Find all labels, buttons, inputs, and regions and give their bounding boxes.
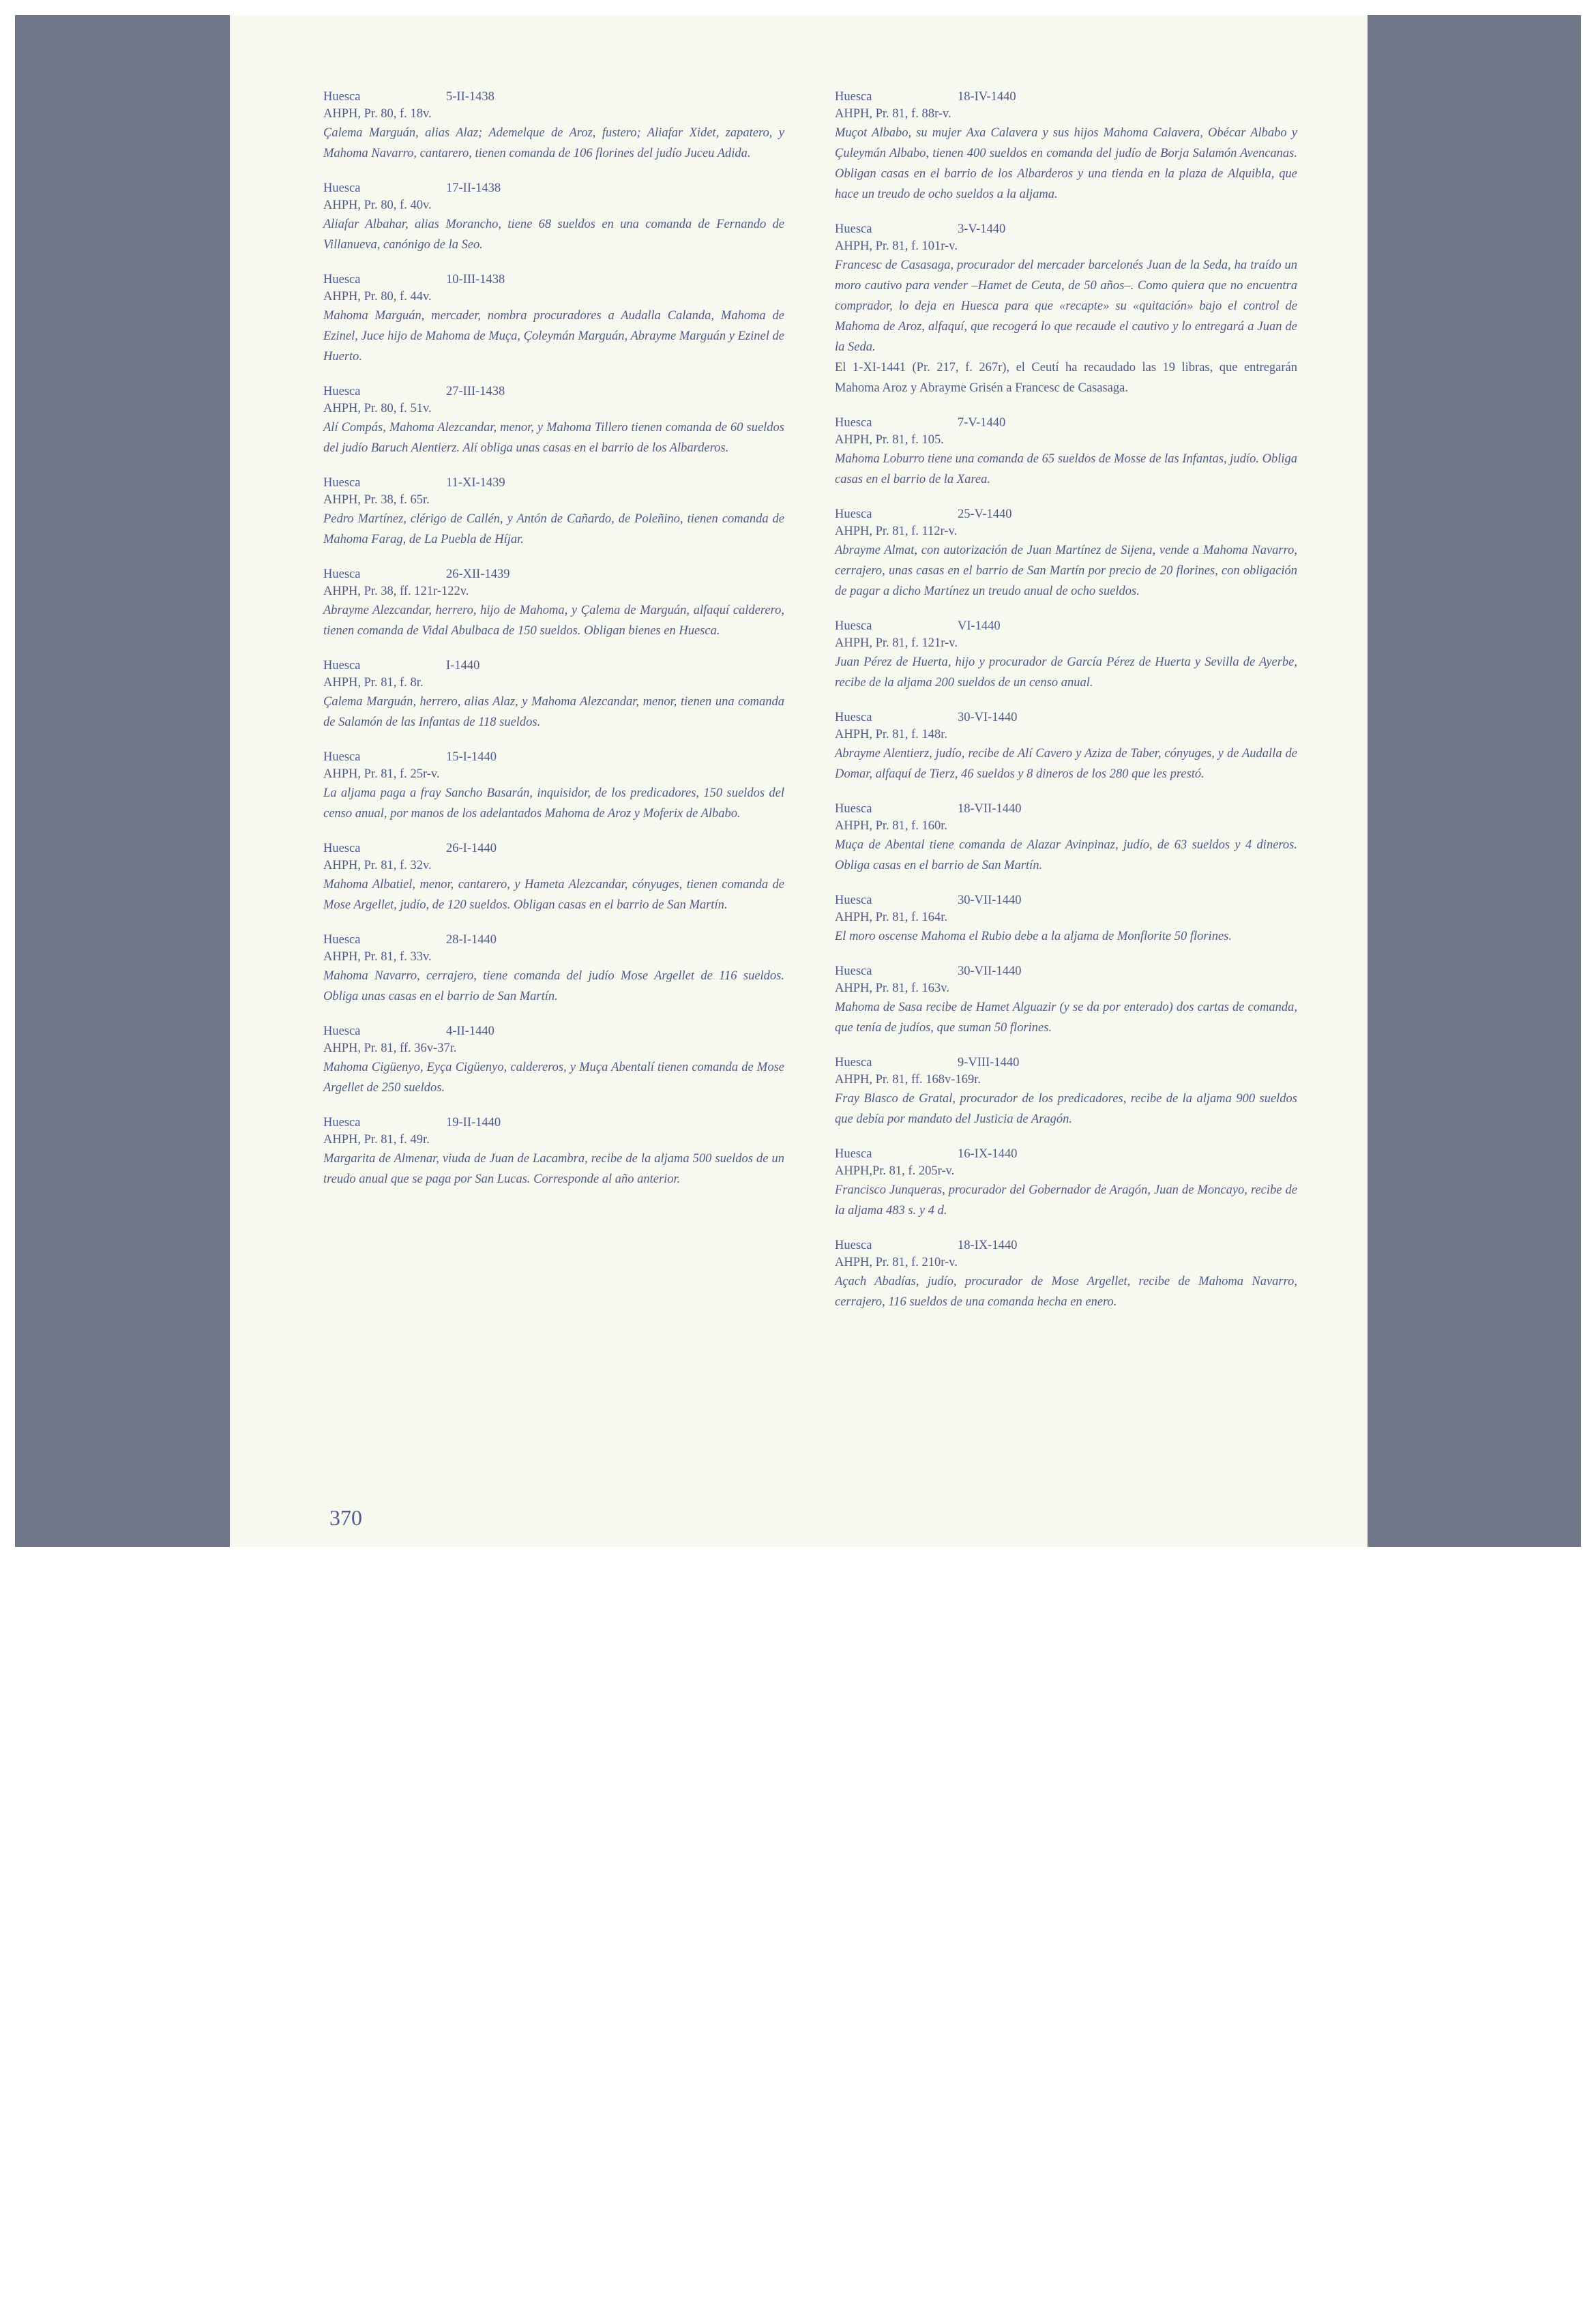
entry-header: [323, 932, 784, 949]
entry-reference: AHPH, Pr. 81, f. 112r-v.: [835, 525, 958, 538]
entry-header: [835, 506, 1297, 523]
entry-place: Huesca: [835, 802, 872, 816]
entry-header: [835, 1054, 1297, 1072]
entry-reference: AHPH,Pr. 81, f. 205r-v.: [835, 1164, 955, 1178]
entry-date: 18-IV-1440: [958, 90, 1016, 104]
entry-header: [323, 271, 784, 289]
entry-header: [323, 1114, 784, 1132]
entry-header: [835, 89, 1297, 106]
document-entry: [835, 89, 1297, 205]
entry-summary: Mahoma Cigüenyo, Eyça Cigüenyo, caldereros, y Muça Abentalí tienen comanda de Mose Argellet de 250 sueldos.: [323, 1061, 784, 1095]
entry-reference: AHPH, Pr. 81, f. 210r-v.: [835, 1256, 958, 1269]
entry-header: [323, 475, 784, 492]
entry-date: 27-III-1438: [446, 385, 505, 398]
entry-summary: Mahoma Loburro tiene una comanda de 65 sueldos de Mosse de las Infantas, judío. Obliga casas en el barrio de la Xarea.: [835, 452, 1297, 486]
entry-header: [323, 180, 784, 197]
entry-date: 4-II-1440: [446, 1024, 494, 1038]
entry-date: 11-XI-1439: [446, 476, 505, 490]
entry-summary: Francisco Junqueras, procurador del Gobernador de Aragón, Juan de Moncayo, recibe de la aljama 483 s. y 4 d.: [835, 1183, 1297, 1217]
entry-header: [835, 1146, 1297, 1163]
entry-reference: AHPH, Pr. 81, ff. 168v-169r.: [835, 1073, 981, 1087]
entry-date: I-1440: [446, 659, 480, 673]
entry-summary: Aliafar Albahar, alias Morancho, tiene 68 sueldos en una comanda de Fernando de Villanueva, canónigo de la Seo.: [323, 218, 784, 252]
entry-reference: AHPH, Pr. 81, f. 8r.: [323, 676, 424, 690]
entry-date: 30-VI-1440: [958, 711, 1018, 724]
entry-place: Huesca: [323, 476, 361, 490]
entry-place: Huesca: [323, 90, 361, 104]
document-entry: [835, 506, 1297, 602]
entry-reference: AHPH, Pr. 81, f. 164r.: [835, 911, 947, 924]
entry-summary: Pedro Martínez, clérigo de Callén, y Antón de Cañardo, de Poleñino, tienen comanda de Mahoma Farag, de La Puebla de Híjar.: [323, 512, 784, 546]
entry-place: Huesca: [323, 750, 361, 764]
entry-reference: AHPH, Pr. 81, ff. 36v-37r.: [323, 1042, 457, 1055]
entry-summary: Muçot Albabo, su mujer Axa Calavera y sus hijos Mahoma Calavera, Obécar Albabo y Çuleymán Albabo, tienen 400 sueldos en comanda del judío de Borja Salamón Avencanas. Obligan casas en el barrio de los Albarderos y una tienda en la plaza de Alquibla, que hace un treudo de ocho sueldos a la aljama.: [835, 126, 1297, 201]
entry-reference: AHPH, Pr. 81, f. 25r-v.: [323, 767, 440, 781]
entry-reference: AHPH, Pr. 80, f. 40v.: [323, 198, 432, 212]
entry-header: [835, 618, 1297, 635]
entry-place: Huesca: [835, 619, 872, 633]
entry-header: [835, 892, 1297, 909]
document-entry: [835, 892, 1297, 947]
document-entry: [323, 932, 784, 1007]
entry-header: [323, 840, 784, 857]
entry-summary: La aljama paga a fray Sancho Basarán, inquisidor, de los predicadores, 150 sueldos del censo anual, por manos de los adelantados Mahoma de Aroz y Moferix de Albabo.: [323, 786, 784, 821]
document-entry: [835, 1054, 1297, 1129]
entry-note: El 1-XI-1441 (Pr. 217, f. 267r), el Ceutí ha recaudado las 19 libras, que entregarán Mahoma Aroz y Abrayme Grisén a Francesc de Casasaga.: [835, 361, 1297, 395]
document-entry: [323, 383, 784, 458]
entry-summary: Çalema Marguán, alias Alaz; Ademelque de Aroz, fustero; Aliafar Xidet, zapatero, y Mahoma Navarro, cantarero, tienen comanda de 106 florines del judío Juceu Adida.: [323, 126, 784, 160]
document-entry: [835, 415, 1297, 490]
document-entry: [835, 801, 1297, 876]
entry-date: 26-I-1440: [446, 842, 497, 855]
entry-summary: El moro oscense Mahoma el Rubio debe a la aljama de Monflorite 50 florines.: [835, 930, 1232, 943]
entry-summary: Mahoma de Sasa recibe de Hamet Alguazir (y se da por enterado) dos cartas de comanda, que tenía de judíos, que suman 50 florines.: [835, 1001, 1297, 1035]
entry-date: 16-IX-1440: [958, 1147, 1018, 1161]
entry-place: Huesca: [835, 964, 872, 978]
entry-reference: AHPH, Pr. 81, f. 49r.: [323, 1133, 430, 1147]
entry-place: Huesca: [835, 1239, 872, 1252]
entry-reference: AHPH, Pr. 80, f. 44v.: [323, 290, 432, 304]
entry-reference: AHPH, Pr. 80, f. 18v.: [323, 107, 432, 121]
document-entry: [323, 658, 784, 733]
entry-date: 30-VII-1440: [958, 893, 1022, 907]
document-entry: [323, 89, 784, 164]
entry-summary: Alí Compás, Mahoma Alezcandar, menor, y Mahoma Tillero tienen comanda de 60 sueldos del judío Baruch Alentierz. Alí obliga unas casas en el barrio de los Albarderos.: [323, 421, 784, 455]
entry-date: 18-IX-1440: [958, 1239, 1018, 1252]
entry-date: 10-III-1438: [446, 273, 505, 286]
entry-summary: Çalema Marguán, herrero, alias Alaz, y Mahoma Alezcandar, menor, tienen una comanda de Salamón de las Infantas de 118 sueldos.: [323, 695, 784, 729]
entry-header: [835, 801, 1297, 818]
entry-header: [835, 709, 1297, 726]
entry-header: [323, 566, 784, 583]
entry-place: Huesca: [835, 893, 872, 907]
document-entry: [835, 1146, 1297, 1221]
entry-reference: AHPH, Pr. 81, f. 88r-v.: [835, 107, 951, 121]
document-entry: [323, 1023, 784, 1098]
entry-summary: Francesc de Casasaga, procurador del mercader barcelonés Juan de la Seda, ha traído un moro cautivo para vender –Hamet de Ceuta, de 50 años–. Como quiera que no encuentra comprador, lo deja en Huesca para que «recapte» su «quitación» bajo el control de Mahoma de Aroz, alfaquí, que recogerá lo que recaude el cautivo y lo entregará a Juan de la Seda.: [835, 259, 1297, 354]
entry-reference: AHPH, Pr. 81, f. 121r-v.: [835, 636, 958, 650]
entry-summary: Juan Pérez de Huerta, hijo y procurador de García Pérez de Huerta y Sevilla de Ayerbe, recibe de la aljama 200 sueldos de un censo anual.: [835, 655, 1297, 690]
entry-place: Huesca: [323, 1116, 361, 1129]
entry-date: 3-V-1440: [958, 222, 1006, 236]
entry-reference: AHPH, Pr. 81, f. 160r.: [835, 819, 947, 833]
entry-summary: Margarita de Almenar, viuda de Juan de Lacambra, recibe de la aljama 500 sueldos de un treudo anual que se paga por San Lucas. Corresponde al año anterior.: [323, 1152, 784, 1186]
entry-summary: Mahoma Albatiel, menor, cantarero, y Hameta Alezcandar, cónyuges, tienen comanda de Mose Argellet, judío, de 120 sueldos. Obligan casas en el barrio de San Martín.: [323, 878, 784, 912]
entry-reference: AHPH, Pr. 38, ff. 121r-122v.: [323, 585, 469, 598]
page-number: 370: [329, 1505, 362, 1530]
entry-date: 9-VIII-1440: [958, 1056, 1020, 1069]
entry-header: [323, 1023, 784, 1040]
entry-header: [835, 1237, 1297, 1254]
entry-reference: AHPH, Pr. 81, f. 33v.: [323, 950, 432, 964]
document-entry: [835, 709, 1297, 784]
right-column: [835, 89, 1297, 1329]
entry-place: Huesca: [835, 1056, 872, 1069]
entry-reference: AHPH, Pr. 81, f. 105.: [835, 433, 944, 447]
book-page: [230, 15, 1368, 1547]
entry-place: Huesca: [323, 385, 361, 398]
entry-place: Huesca: [835, 90, 872, 104]
entry-place: Huesca: [835, 222, 872, 236]
entry-summary: Muça de Abental tiene comanda de Alazar Avinpinaz, judío, de 63 sueldos y 4 dineros. Obliga casas en el barrio de San Martín.: [835, 838, 1297, 872]
entry-reference: AHPH, Pr. 38, f. 65r.: [323, 493, 430, 507]
entry-summary: Abrayme Almat, con autorización de Juan Martínez de Sijena, vende a Mahoma Navarro, cerrajero, unas casas en el barrio de San Martín por precio de 20 florines, con obligación de pagar a dicho Martínez un treudo anual de ocho sueldos.: [835, 544, 1297, 598]
entry-place: Huesca: [323, 273, 361, 286]
entry-date: 25-V-1440: [958, 507, 1012, 521]
document-entry: [835, 221, 1297, 398]
entry-summary: Abrayme Alezcandar, herrero, hijo de Mahoma, y Çalema de Marguán, alfaquí calderero, tienen comanda de Vidal Abulbaca de 150 sueldos. Obligan bienes en Huesca.: [323, 604, 784, 638]
entry-header: [835, 415, 1297, 432]
document-entry: [323, 566, 784, 641]
entry-reference: AHPH, Pr. 80, f. 51v.: [323, 402, 432, 415]
entry-date: 26-XII-1439: [446, 567, 510, 581]
entry-date: 5-II-1438: [446, 90, 494, 104]
entry-date: 19-II-1440: [446, 1116, 501, 1129]
entry-summary: Fray Blasco de Gratal, procurador de los predicadores, recibe de la aljama 900 sueldos que debía por mandato del Justicia de Aragón.: [835, 1092, 1297, 1126]
entry-header: [323, 658, 784, 675]
entry-date: 18-VII-1440: [958, 802, 1022, 816]
document-entry: [323, 1114, 784, 1190]
entry-header: [835, 221, 1297, 238]
entry-reference: AHPH, Pr. 81, f. 101r-v.: [835, 239, 958, 253]
entry-place: Huesca: [323, 181, 361, 195]
entry-reference: AHPH, Pr. 81, f. 148r.: [835, 728, 947, 741]
entry-date: VI-1440: [958, 619, 1001, 633]
document-entry: [323, 840, 784, 915]
entry-place: Huesca: [323, 842, 361, 855]
entry-reference: AHPH, Pr. 81, f. 32v.: [323, 859, 432, 872]
entry-summary: Abrayme Alentierz, judío, recibe de Alí Cavero y Aziza de Taber, cónyuges, y de Audalla de Domar, alfaquí de Tierz, 46 sueldos y 8 dineros de los 280 que les prestó.: [835, 747, 1297, 781]
entry-header: [323, 383, 784, 400]
entry-summary: Mahoma Marguán, mercader, nombra procuradores a Audalla Calanda, Mahoma de Ezinel, Juce hijo de Mahoma de Muça, Çoleymán Marguán, Abrayme Marguán y Ezinel de Huerto.: [323, 309, 784, 364]
entry-summary: Mahoma Navarro, cerrajero, tiene comanda del judío Mose Argellet de 116 sueldos. Obliga unas casas en el barrio de San Martín.: [323, 969, 784, 1003]
document-entry: [835, 618, 1297, 693]
entry-header: [323, 89, 784, 106]
entry-place: Huesca: [835, 416, 872, 430]
document-entry: [835, 963, 1297, 1038]
entry-place: Huesca: [835, 711, 872, 724]
entry-date: 15-I-1440: [446, 750, 497, 764]
entry-date: 30-VII-1440: [958, 964, 1022, 978]
left-column: [323, 89, 784, 1206]
entry-date: 7-V-1440: [958, 416, 1006, 430]
entry-place: Huesca: [323, 933, 361, 947]
entry-header: [323, 749, 784, 766]
entry-date: 28-I-1440: [446, 933, 497, 947]
entry-reference: AHPH, Pr. 81, f. 163v.: [835, 981, 949, 995]
entry-place: Huesca: [323, 659, 361, 673]
entry-header: [835, 963, 1297, 980]
entry-place: Huesca: [323, 567, 361, 581]
document-entry: [835, 1237, 1297, 1312]
entry-place: Huesca: [835, 507, 872, 521]
entry-date: 17-II-1438: [446, 181, 501, 195]
document-entry: [323, 271, 784, 367]
document-entry: [323, 180, 784, 255]
entry-summary: Açach Abadías, judío, procurador de Mose Argellet, recibe de Mahoma Navarro, cerrajero, 116 sueldos de una comanda hecha en enero.: [835, 1275, 1297, 1309]
document-entry: [323, 749, 784, 824]
entry-place: Huesca: [323, 1024, 361, 1038]
document-entry: [323, 475, 784, 550]
entry-place: Huesca: [835, 1147, 872, 1161]
